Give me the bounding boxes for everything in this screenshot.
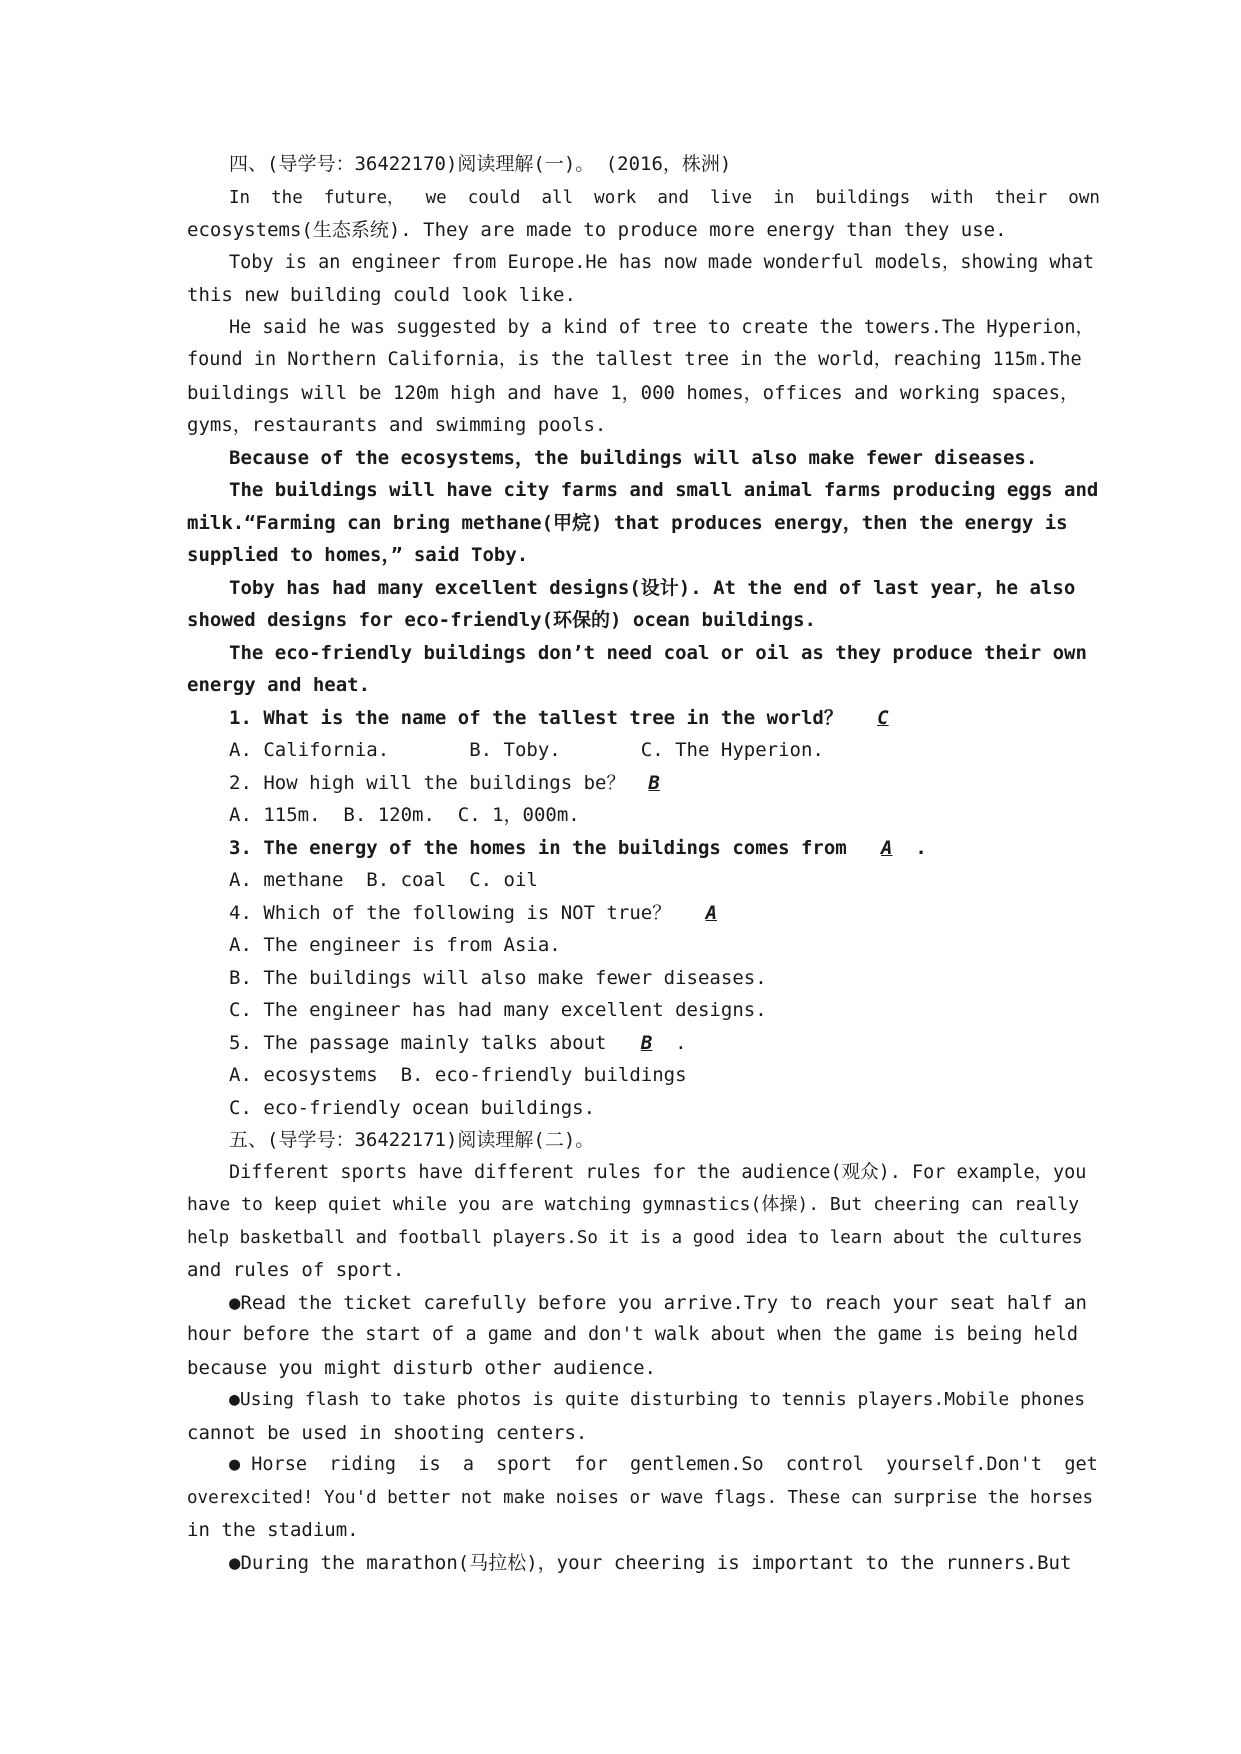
section1-heading: 四、(导学号：36422170)阅读理解(一)。 (2016，株洲) — [229, 153, 732, 175]
s1-p3-line3: buildings will be 120m high and have 1，000 homes，offices and working spaces， — [187, 382, 1080, 404]
s2-p2-line3: because you might disturb other audience. — [187, 1357, 656, 1379]
s1-p2-line2: this new building could look like. — [187, 284, 576, 306]
question-2-answer: B — [648, 772, 660, 794]
s2-p5-line1: ●During the marathon(马拉松)，your cheering is important to the runners.But — [229, 1552, 1072, 1574]
question-3-stem: 3. The energy of the homes in the buildings comes from — [229, 837, 847, 859]
question-4-stem: 4. Which of the following is NOT true？ — [229, 902, 672, 924]
question-4-option-c: C. The engineer has had many excellent designs. — [229, 999, 767, 1021]
s1-p3-line1: He said he was suggested by a kind of tree to create the towers.The Hyperion， — [229, 317, 1094, 338]
question-3-answer: A — [881, 837, 893, 859]
question-2-options: A. 115m. B. 120m. C. 1，000m. — [229, 804, 580, 826]
question-2-stem: 2. How high will the buildings be？ — [229, 772, 626, 794]
s1-p5-line3: supplied to homes，” said Toby. — [187, 544, 529, 566]
s1-p3-line2: found in Northern California，is the tallest tree in the world，reaching 115m.The — [187, 349, 1082, 370]
question-5-stem: 5. The passage mainly talks about — [229, 1032, 607, 1054]
s2-p2-line2: hour before the start of a game and don't walk about when the game is being held — [187, 1324, 1079, 1345]
s1-p7-line2: energy and heat. — [187, 674, 371, 696]
question-4 — [229, 901, 717, 925]
question-3 — [229, 836, 927, 860]
s1-p7-line1: The eco-friendly buildings don’t need coal or oil as they produce their own — [229, 642, 1087, 664]
question-2 — [229, 771, 660, 795]
s2-p1-line2: have to keep quiet while you are watching gymnastics(体操). But cheering can really — [187, 1194, 1080, 1215]
s2-p1-line3: help basketball and football players.So it is a good idea to learn about the cultures — [187, 1228, 1083, 1248]
s1-p6-line1: Toby has had many excellent designs(设计). At the end of last year，he also — [229, 577, 1076, 599]
question-3-tail: . — [915, 837, 927, 859]
section2-heading: 五、(导学号：36422171)阅读理解(二)。 — [229, 1129, 595, 1151]
s2-p3-line2: cannot be used in shooting centers. — [187, 1422, 588, 1444]
question-4-option-b: B. The buildings will also make fewer diseases. — [229, 967, 767, 989]
s1-p2-line1: Toby is an engineer from Europe.He has now made wonderful models，showing what — [229, 252, 1094, 273]
question-1-answer: C — [877, 707, 889, 729]
s2-p4-line3: in the stadium. — [187, 1519, 359, 1541]
question-5-options-line2: C. eco-friendly ocean buildings. — [229, 1097, 596, 1119]
s1-p5-line2: milk.“Farming can bring methane(甲烷) that produces energy，then the energy is — [187, 512, 1068, 534]
question-4-option-a: A. The engineer is from Asia. — [229, 934, 561, 956]
s1-p1-line1: In the future， we could all work and live in buildings with their own — [229, 188, 1100, 208]
s2-p1-line1: Different sports have different rules for the audience(观众). For example，you — [229, 1162, 1087, 1183]
s2-p3-line1: ●Using flash to take photos is quite disturbing to tennis players.Mobile phones — [229, 1389, 1086, 1410]
question-1-stem: 1. What is the name of the tallest tree in the world？ — [229, 707, 843, 729]
s2-p2-line1: ●Read the ticket carefully before you arrive.Try to reach your seat half an — [229, 1292, 1087, 1314]
s1-p4-line1: Because of the ecosystems，the buildings will also make fewer diseases. — [229, 447, 1038, 469]
question-1-options: A. California. B. Toby. C. The Hyperion. — [229, 739, 824, 761]
s1-p5-line1: The buildings will have city farms and small animal farms producing eggs and — [229, 479, 1099, 501]
s2-p4-line1: ● Horse riding is a sport for gentlemen.So control yourself.Don't get — [229, 1454, 1098, 1475]
question-5 — [229, 1031, 687, 1055]
s2-p1-line4: and rules of sport. — [187, 1259, 405, 1281]
question-5-answer: B — [640, 1032, 653, 1054]
question-1 — [229, 706, 889, 730]
question-3-options: A. methane B. coal C. oil — [229, 869, 538, 891]
s1-p1-line2: ecosystems(生态系统). They are made to produce more energy than they use. — [187, 219, 1007, 241]
question-5-tail: . — [675, 1032, 687, 1054]
question-4-answer: A — [705, 902, 718, 924]
s1-p3-line4: gyms，restaurants and swimming pools. — [187, 414, 607, 436]
s2-p4-line2: overexcited! You'd better not make noises or wave flags. These can surprise the horses — [187, 1488, 1094, 1508]
question-5-options-line1: A. ecosystems B. eco-friendly buildings — [229, 1064, 687, 1086]
s1-p6-line2: showed designs for eco-friendly(环保的) ocean buildings. — [187, 609, 816, 631]
